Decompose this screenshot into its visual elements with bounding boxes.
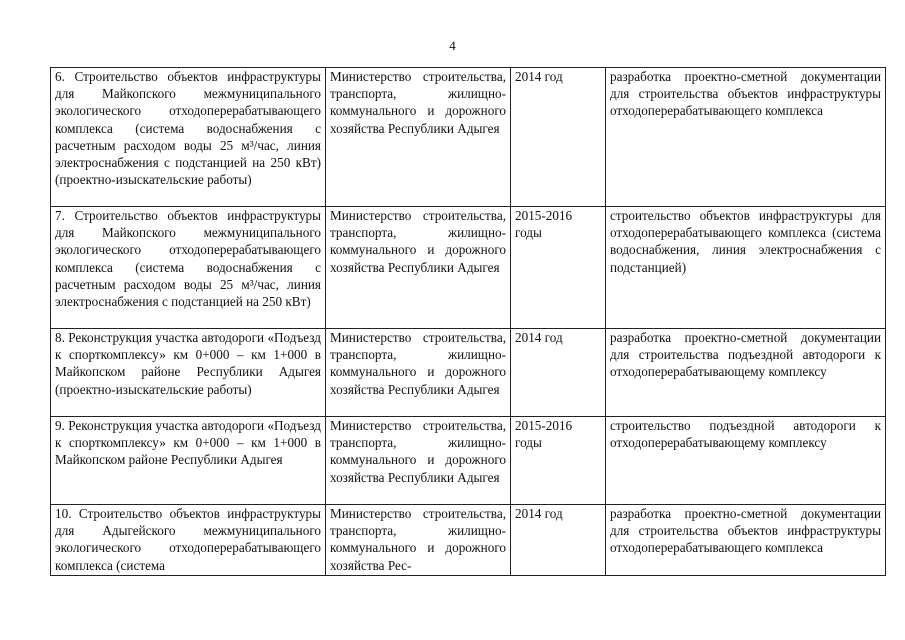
project-cell: 10. Строительство объектов инфраструктуры для Адыгейского межмуниципального экологического отходоперерабатывающего комплекса (система <box>51 505 326 576</box>
executor-cell: Министерство строительства, транспорта, жилищно-коммунального и дорожного хозяйства Республики Адыгея <box>326 207 511 329</box>
result-cell: разработка проектно-сметной документации для строительства объектов инфраструктуры отходоперерабатывающего комплекса <box>606 68 886 207</box>
period-cell: 2014 год <box>511 68 606 207</box>
period-cell: 2015-2016 годы <box>511 207 606 329</box>
executor-cell: Министерство строительства, транспорта, жилищно-коммунального и дорожного хозяйства Рес- <box>326 505 511 576</box>
result-cell: разработка проектно-сметной документации для строительства подъездной автодороги к отходоперерабатывающему комплексу <box>606 329 886 417</box>
program-table <box>50 67 886 576</box>
period-cell: 2015-2016 годы <box>511 417 606 505</box>
project-cell: 7. Строительство объектов инфраструктуры для Майкопского межмуниципального экологического отходоперерабатывающего комплекса (система водоснабжения с расчетным расходом воды 25 м³/час, линия электроснабжения с подстанцией на 250 кВт) <box>51 207 326 329</box>
project-cell: 6. Строительство объектов инфраструктуры для Майкопского межмуниципального экологического отходоперерабатывающего комплекса (система водоснабжения с расчетным расходом воды 25 м³/час, линия электроснабжения с подстанцией на 250 кВт) (проектно-изыскательские работы) <box>51 68 326 207</box>
result-cell: строительство подъездной автодороги к отходоперерабатывающему комплексу <box>606 417 886 505</box>
table-row <box>51 68 886 207</box>
result-cell: строительство объектов инфраструктуры для отходоперерабатывающего комплекса (система водоснабжения, линия электроснабжения с подстанцией) <box>606 207 886 329</box>
period-cell: 2014 год <box>511 329 606 417</box>
result-cell: разработка проектно-сметной документации для строительства объектов инфраструктуры отходоперерабатывающего комплекса <box>606 505 886 576</box>
project-cell: 9. Реконструкция участка автодороги «Подъезд к спорткомплексу» км 0+000 – км 1+000 в Майкопском районе Республики Адыгея <box>51 417 326 505</box>
project-cell: 8. Реконструкция участка автодороги «Подъезд к спорткомплексу» км 0+000 – км 1+000 в Майкопском районе Республики Адыгея (проектно-изыскательские работы) <box>51 329 326 417</box>
table-row <box>51 329 886 417</box>
page-number: 4 <box>449 38 456 53</box>
period-cell: 2014 год <box>511 505 606 576</box>
table-row <box>51 417 886 505</box>
table-row <box>51 505 886 576</box>
table-row <box>51 207 886 329</box>
executor-cell: Министерство строительства, транспорта, жилищно-коммунального и дорожного хозяйства Республики Адыгея <box>326 417 511 505</box>
executor-cell: Министерство строительства, транспорта, жилищно-коммунального и дорожного хозяйства Республики Адыгея <box>326 68 511 207</box>
executor-cell: Министерство строительства, транспорта, жилищно-коммунального и дорожного хозяйства Республики Адыгея <box>326 329 511 417</box>
